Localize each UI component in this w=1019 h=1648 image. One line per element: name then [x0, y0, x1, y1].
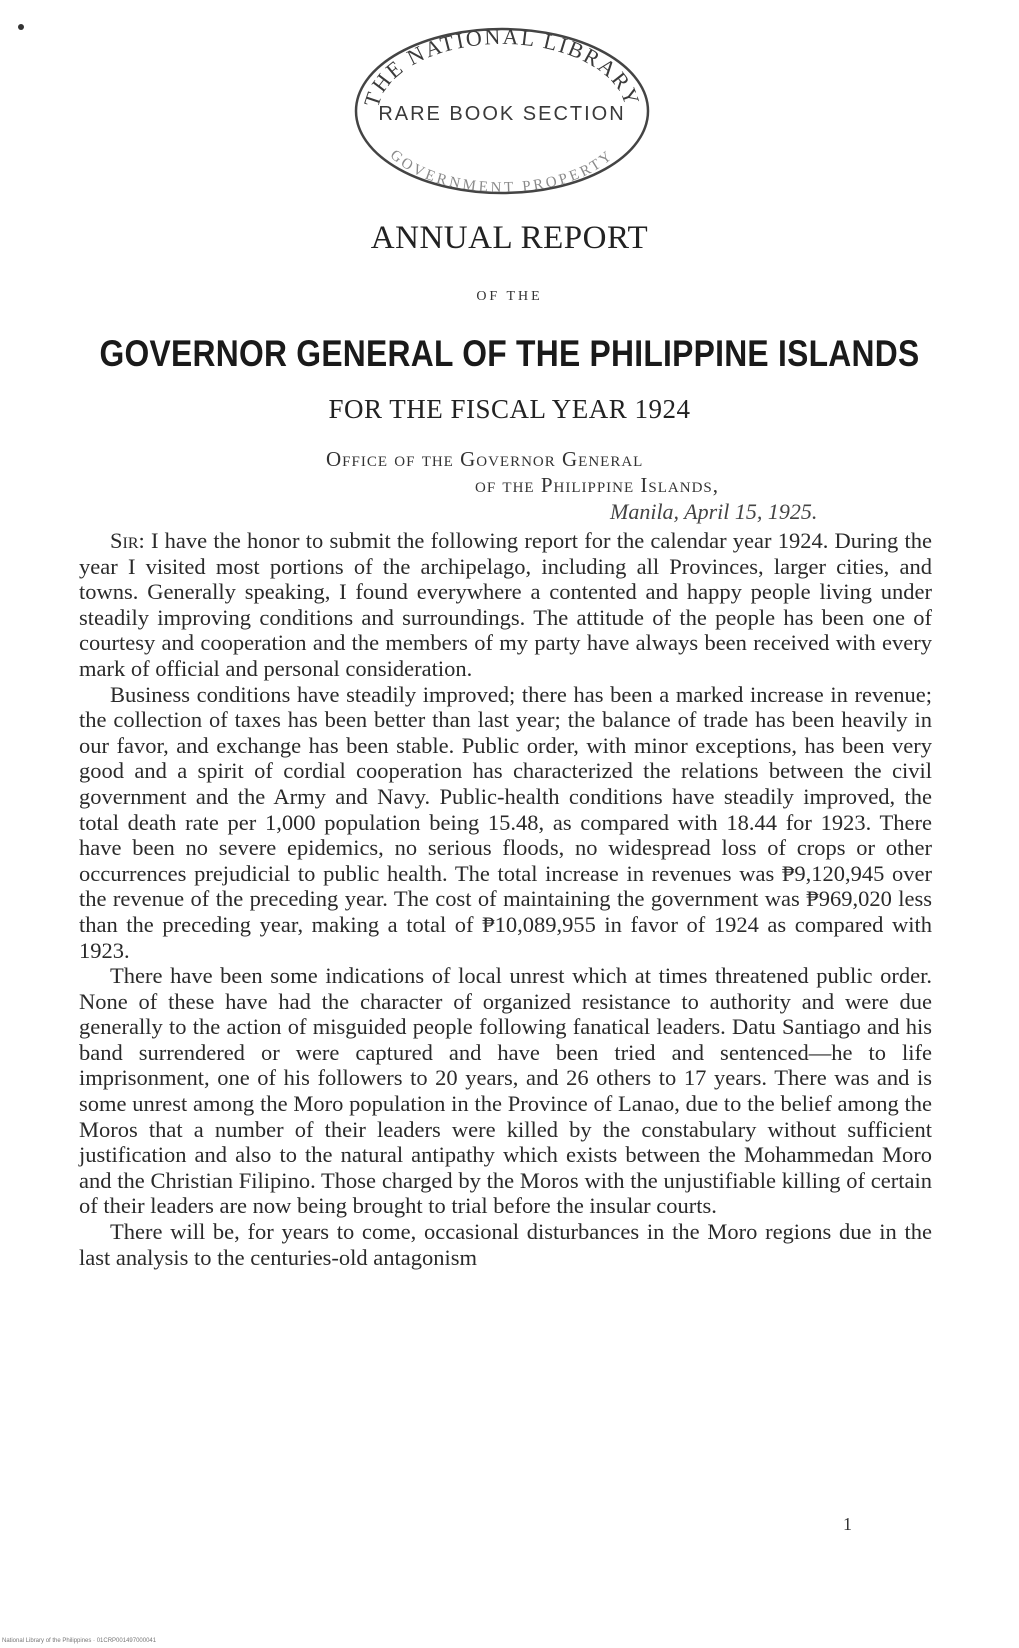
library-stamp-seal: [348, 22, 656, 200]
report-subject: GOVERNOR GENERAL OF THE PHILIPPINE ISLANDS: [99, 333, 920, 374]
paragraph-4: There will be, for years to come, occasional disturbances in the Moro regions due in the last analysis to the centuries-old antagonism: [79, 1219, 932, 1270]
speck-mark: [18, 24, 24, 30]
library-stamp: [348, 22, 656, 200]
paragraph-3: There have been some indications of local unrest which at times threatened public order. None of these have had the character of organized resistance to authority and were due generally to the action of misguided people following fanatical leaders. Datu Santiago and his band surrendered or were captured and have been tried and sentenced—he to life imprisonment, one of his followers to 20 years, and 26 others to 17 years. There was and is some unrest among the Moro population in the Province of Lanao, due to the belief among the Moros that a number of their leaders were killed by the constabulary without sufficient justification and also to the natural antipathy which exists between the Mohammedan Moro and the Christian Filipino. Those charged by the Moros with the unjustifiable killing of certain of their leaders are now being brought to trial before the insular courts.: [79, 963, 932, 1219]
stamp-bottom-text: GOVERNMENT PROPERTY: [386, 146, 618, 197]
salutation: Sir:: [110, 528, 145, 553]
report-title: ANNUAL REPORT: [370, 220, 649, 256]
paragraph-2: Business conditions have steadily improved; there has been a marked increase in revenue; the collection of taxes has been better than last year; the balance of trade has been heavily in our favor, and exchange has been stable. Public order, with minor exceptions, has been very good and a spirit of cordial cooperation has characterized the relations between the civil government and the Army and Navy. Public-health conditions have steadily improved, the total death rate per 1,000 population being 15.48, as compared with 18.44 for 1923. There have been no severe epidemics, no serious floods, no widespread loss of crops or other occurrences prejudicial to public health. The total increase in revenues was ₱9,120,945 over the revenue of the preceding year. The cost of maintaining the government was ₱969,020 less than the preceding year, making a total of ₱10,089,955 in favor of 1924 as compared with 1923.: [79, 681, 932, 963]
paragraph-1-text: I have the honor to submit the following report for the calendar year 1924. During the year I visited most portions of the archipelago, including all Provinces, larger cities, and towns. Generally speaking, I found everywhere a contented and happy people living under steadily improving conditions and surroundings. The attitude of the people has been one of courtesy and cooperation and the members of my party have always been received with every mark of official and personal consideration.: [79, 528, 932, 681]
scan-footer: National Library of the Philippines · 01CRP001497000041: [2, 1638, 157, 1644]
dateline-office-location: of the Philippine Islands,: [475, 473, 720, 497]
paragraph-1: [79, 528, 932, 682]
report-body: [79, 528, 932, 1270]
svg-text:THE NATIONAL LIBRARY: [359, 24, 646, 110]
dateline-date: Manila, April 15, 1925.: [610, 499, 818, 524]
svg-text:GOVERNMENT PROPERTY: [387, 147, 617, 196]
dateline-office: Office of the Governor General: [326, 447, 644, 471]
page-number: 1: [843, 1514, 852, 1534]
report-fiscal-year: FOR THE FISCAL YEAR 1924: [328, 394, 691, 424]
stamp-middle-text: RARE BOOK SECTION: [378, 103, 626, 125]
stamp-top-text: THE NATIONAL LIBRARY: [358, 23, 646, 111]
report-title-of: OF THE: [476, 289, 543, 304]
